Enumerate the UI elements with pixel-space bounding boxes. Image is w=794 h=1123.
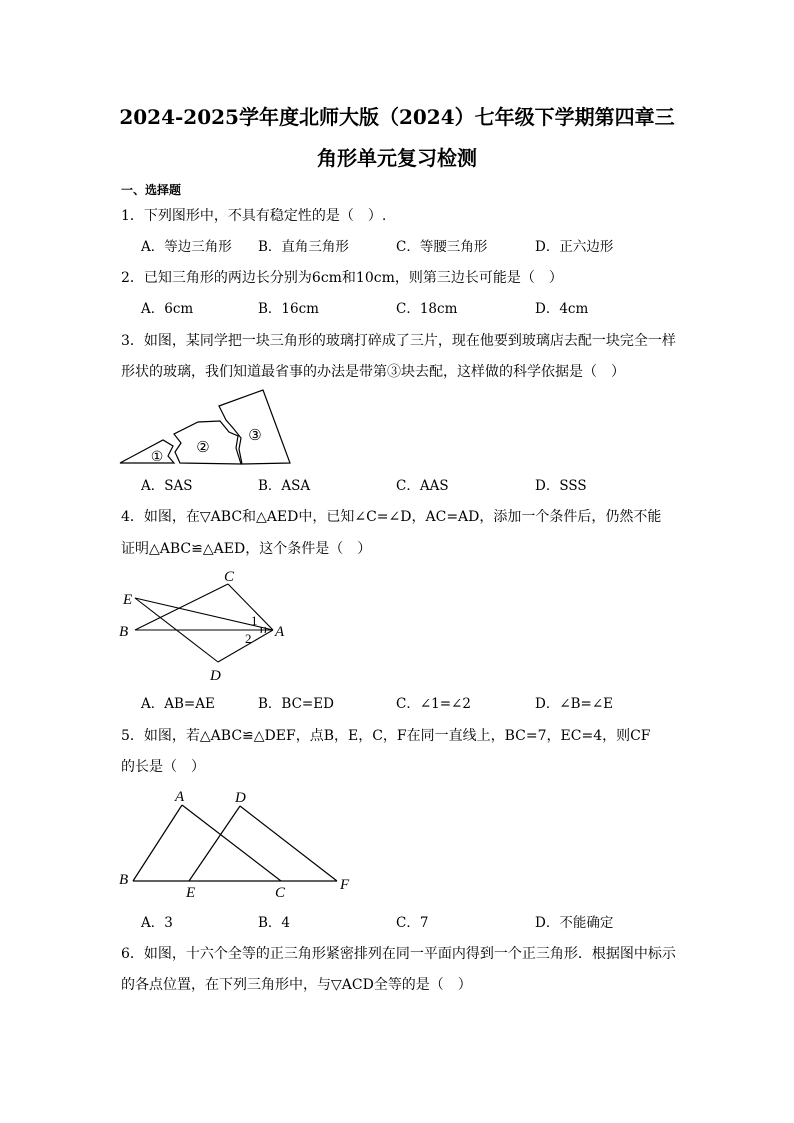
label-c: C [224, 569, 235, 585]
piece-label-1: ① [150, 450, 164, 465]
q5-option-d: D．不能确定 [535, 915, 614, 931]
question-4-stem-line-2: 证明△ABC≌△AED，这个条件是（ ） [121, 541, 372, 557]
question-6-stem-line-1: 6．如图，十六个全等的正三角形紧密排列在同一平面内得到一个正三角形．根据图中标示 [121, 946, 676, 962]
question-4-stem-line-1: 4．如图，在▽ABC和△AED中，已知∠C=∠D，AC=AD，添加一个条件后，仍然不能 [121, 509, 662, 525]
label-a: A [275, 624, 285, 640]
label-c: C [275, 885, 286, 901]
question-1-stem: 1．下列图形中，不具有稳定性的是（ ）. [121, 208, 387, 224]
q3-option-a: A．SAS [141, 478, 193, 494]
q3-option-b: B．ASA [258, 478, 311, 494]
label-angle-2: 2 [245, 631, 252, 646]
label-b: B [119, 872, 129, 888]
q4-option-b: B．BC=ED [258, 696, 334, 712]
triangles-abc-aed-figure [115, 566, 295, 684]
q1-option-a: A．等边三角形 [141, 239, 232, 255]
label-a: A [175, 789, 185, 805]
q5-option-c: C．7 [396, 915, 429, 931]
q3-option-d: D．SSS [535, 478, 587, 494]
q4-option-d: D．∠B=∠E [535, 696, 614, 712]
q1-option-d: D．正六边形 [535, 239, 614, 255]
q1-option-c: C．等腰三角形 [396, 239, 488, 255]
label-e: E [186, 885, 196, 901]
q4-option-a: A．AB=AE [141, 696, 215, 712]
q2-option-c: C．18cm [396, 301, 458, 317]
question-2-stem: 2．已知三角形的两边长分别为6cm和10cm，则第三边长可能是（ ） [121, 270, 563, 286]
question-5-stem-line-2: 的长是（ ） [121, 759, 205, 775]
label-e: E [123, 592, 133, 608]
q1-option-b: B．直角三角形 [258, 239, 349, 255]
q5-option-b: B．4 [258, 915, 291, 931]
question-5-stem-line-1: 5．如图，若△ABC≌△DEF，点B，E，C，F在同一直线上，BC=7，EC=4，则CF [121, 728, 651, 744]
label-d: D [235, 790, 246, 806]
q5-option-a: A．3 [141, 915, 173, 931]
question-3-stem-line-2: 形状的玻璃，我们知道最省事的办法是带第③块去配，这样做的科学依据是（ ） [121, 364, 625, 380]
label-angle-1: 1 [251, 613, 258, 628]
question-6-stem-line-2: 的各点位置，在下列三角形中，与▽ACD全等的是（ ） [121, 977, 472, 993]
piece-label-2: ② [196, 440, 210, 456]
label-f: F [340, 877, 350, 893]
q4-option-c: C．∠1=∠2 [396, 696, 471, 712]
q2-option-d: D．4cm [535, 301, 589, 317]
q2-option-a: A．6cm [141, 301, 194, 317]
glass-piece-1 [120, 440, 174, 463]
question-3-stem-line-1: 3．如图，某同学把一块三角形的玻璃打碎成了三片，现在他要到玻璃店去配一块完全一样 [121, 333, 676, 349]
title-line-1: 2024-2025学年度北师大版（2024）七年级下学期第四章三 [119, 105, 675, 129]
section-heading: 一、选择题 [121, 183, 182, 197]
label-b: B [119, 624, 129, 640]
q3-option-c: C．AAS [396, 478, 449, 494]
broken-glass-figure [118, 388, 298, 468]
label-d: D [210, 668, 221, 684]
title-line-2: 角形单元复习检测 [317, 146, 477, 170]
congruent-triangles-def-figure [115, 785, 365, 903]
piece-label-3: ③ [248, 428, 262, 444]
q2-option-b: B．16cm [258, 301, 319, 317]
